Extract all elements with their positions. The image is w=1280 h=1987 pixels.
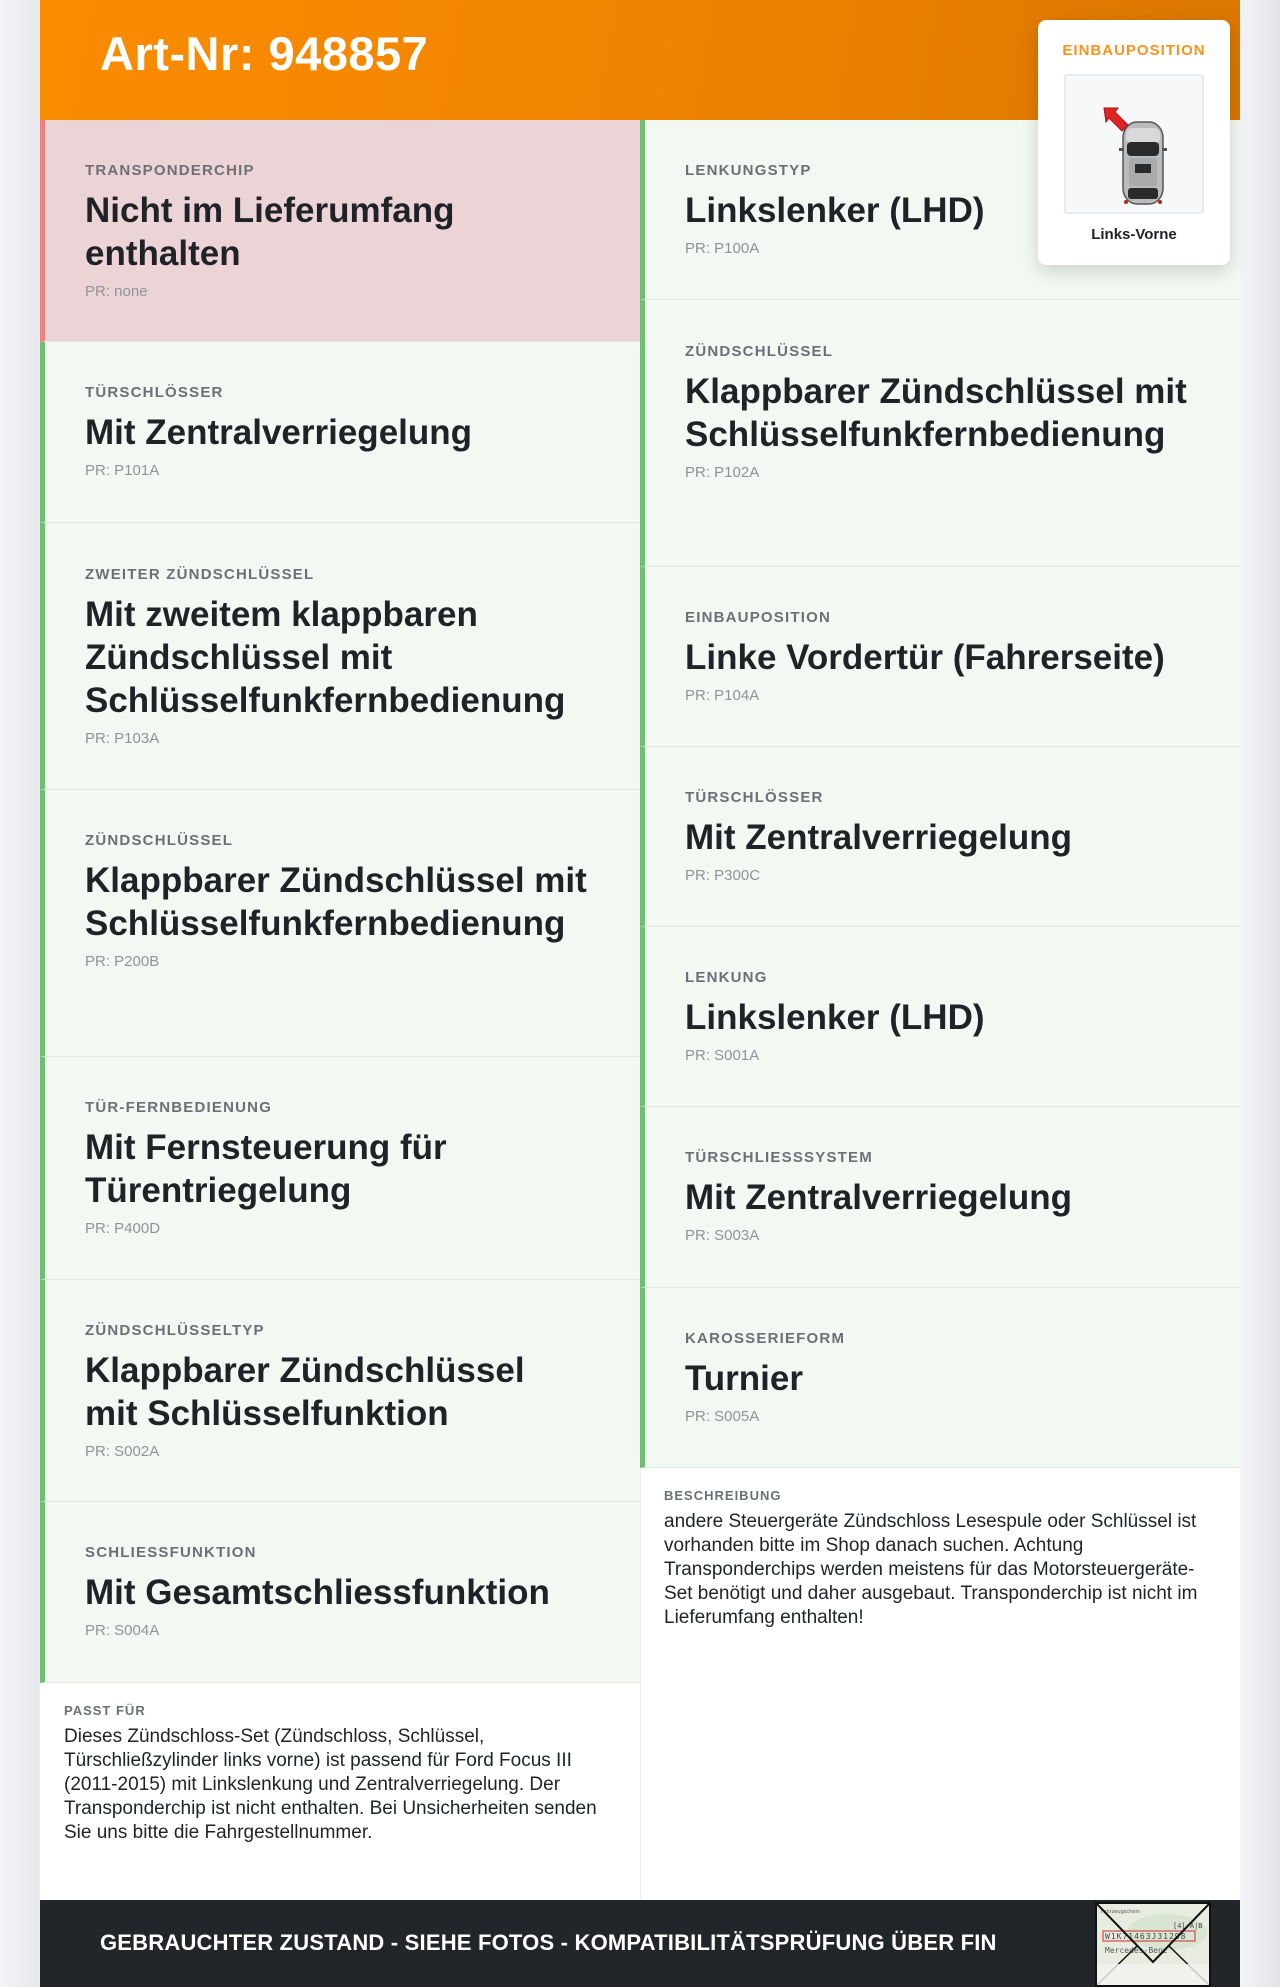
fits-block bbox=[40, 1683, 640, 1900]
article-number: Art-Nr: 948857 bbox=[100, 27, 429, 80]
spec-card-tuerschliesssystem bbox=[640, 1107, 1240, 1288]
vehicle-registration-envelope-icon bbox=[1097, 1904, 1209, 1985]
footer-bar bbox=[40, 1900, 1240, 1987]
fits-text: Dieses Zündschloss-Set (Zündschloss, Schlüssel, Türschließzylinder links vorne) ist passend für Ford Focus III (2011-2015) mit Linkslenkung und Zentralverriegelung. Der Transponderchip ist nicht enthalten. Bei Unsicherheiten senden Sie uns bitte die Fahrgestellnummer. bbox=[64, 1726, 597, 1843]
spec-pr-code: PR: P300C bbox=[685, 867, 761, 884]
spec-label: TRANSPONDERCHIP bbox=[85, 162, 255, 179]
spec-card-tuerschloesser bbox=[40, 342, 640, 523]
spec-pr-code: PR: S003A bbox=[685, 1227, 760, 1244]
spec-pr-code: PR: S001A bbox=[685, 1047, 760, 1064]
red-arrow-icon bbox=[1104, 108, 1128, 131]
spec-pr-code: PR: P102A bbox=[685, 464, 760, 481]
installation-position-label: Links-Vorne bbox=[1091, 226, 1177, 243]
spec-label: SCHLIESSFUNKTION bbox=[85, 1544, 257, 1561]
spec-label: ZÜNDSCHLÜSSEL bbox=[85, 832, 234, 849]
spec-card-zuendschluessel bbox=[40, 790, 640, 1057]
spec-label: TÜRSCHLIESSSYSTEM bbox=[685, 1149, 873, 1166]
spec-card-schliessfunktion bbox=[40, 1502, 640, 1683]
footer-notice: GEBRAUCHTER ZUSTAND - SIEHE FOTOS - KOMPATIBILITÄTSPRÜFUNG ÜBER FIN bbox=[100, 1930, 997, 1955]
column-divider bbox=[640, 1468, 641, 1900]
car-position-image bbox=[1064, 74, 1204, 214]
spec-pr-code: PR: S004A bbox=[85, 1622, 160, 1639]
spec-pr-code: PR: none bbox=[85, 283, 148, 300]
spec-label: TÜR-FERNBEDIENUNG bbox=[85, 1099, 273, 1116]
spec-value: Klappbarer Zündschlüssel mit Schlüsselfunktion bbox=[85, 1351, 525, 1433]
spec-label: TÜRSCHLÖSSER bbox=[85, 384, 224, 401]
spec-label: EINBAUPOSITION bbox=[685, 609, 831, 626]
svg-text:W1K71463J31298: W1K71463J31298 bbox=[1105, 1932, 1187, 1941]
spec-pr-code: PR: P100A bbox=[685, 240, 760, 257]
spec-card-zuendschluesseltyp bbox=[40, 1280, 640, 1502]
installation-position-card bbox=[1038, 20, 1230, 265]
svg-text:Fahrzeugschein: Fahrzeugschein bbox=[1101, 1909, 1140, 1915]
spec-card-zuendschluessel-right bbox=[640, 300, 1240, 567]
spec-label: ZÜNDSCHLÜSSEL bbox=[685, 343, 834, 360]
spec-pr-code: PR: P104A bbox=[685, 687, 760, 704]
spec-value: Linke Vordertür (Fahrerseite) bbox=[685, 638, 1165, 677]
spec-value: Mit zweitem klappbaren Zündschlüssel mit Schlüsselfunkfernbedienung bbox=[85, 595, 566, 720]
description-text: andere Steuergeräte Zündschloss Lesespule oder Schlüssel ist vorhanden bitte im Shop danach suchen. Achtung Transponderchips werden meistens für das Motorsteuergeräte-Set benötigt und daher ausgebaut. Transponderchip ist nicht im Lieferumfang enthalten! bbox=[664, 1511, 1198, 1628]
spec-label: ZÜNDSCHLÜSSELTYP bbox=[85, 1322, 265, 1339]
spec-pr-code: PR: P103A bbox=[85, 730, 160, 747]
spec-card-tuerschloesser-right bbox=[640, 747, 1240, 927]
spec-value: Mit Fernsteuerung für Türentriegelung bbox=[85, 1128, 447, 1210]
installation-position-title: EINBAUPOSITION bbox=[1062, 42, 1206, 59]
svg-text:Mercedes-Benz: Mercedes-Benz bbox=[1105, 1946, 1168, 1955]
spec-value: Mit Zentralverriegelung bbox=[685, 1178, 1073, 1217]
spec-label: LENKUNG bbox=[685, 969, 768, 986]
description-block bbox=[640, 1468, 1240, 1900]
spec-pr-code: PR: S002A bbox=[85, 1443, 160, 1460]
spec-pr-code: PR: S005A bbox=[685, 1408, 760, 1425]
svg-text:[4] A|B: [4] A|B bbox=[1173, 1922, 1203, 1930]
spec-value: Turnier bbox=[685, 1359, 803, 1398]
fits-label: PASST FÜR bbox=[64, 1703, 146, 1718]
spec-card-tuer-fernbedienung bbox=[40, 1057, 640, 1280]
left-spec-column bbox=[40, 120, 640, 1900]
spec-label: TÜRSCHLÖSSER bbox=[685, 789, 824, 806]
spec-label: KAROSSERIEFORM bbox=[685, 1330, 846, 1347]
spec-value: Klappbarer Zündschlüssel mit Schlüsselfunkfernbedienung bbox=[685, 372, 1187, 454]
fin-document-thumbnail bbox=[1095, 1902, 1211, 1987]
spec-value: Klappbarer Zündschlüssel mit Schlüsselfunkfernbedienung bbox=[85, 861, 587, 943]
spec-value: Linkslenker (LHD) bbox=[685, 191, 985, 230]
spec-pr-code: PR: P200B bbox=[85, 953, 160, 970]
spec-pr-code: PR: P101A bbox=[85, 462, 160, 479]
spec-card-karosserieform bbox=[640, 1288, 1240, 1468]
spec-card-transponderchip bbox=[40, 120, 640, 342]
spec-pr-code: PR: P400D bbox=[85, 1220, 161, 1237]
spec-value: Nicht im Lieferumfang enthalten bbox=[85, 191, 455, 273]
car-top-view-icon bbox=[1066, 76, 1206, 216]
spec-card-lenkung bbox=[640, 927, 1240, 1107]
product-sheet bbox=[40, 0, 1240, 1987]
spec-card-zweiter-zuendschluessel bbox=[40, 523, 640, 790]
spec-value: Linkslenker (LHD) bbox=[685, 998, 985, 1037]
spec-value: Mit Zentralverriegelung bbox=[685, 818, 1073, 857]
right-spec-column bbox=[640, 120, 1240, 1900]
spec-label: LENKUNGSTYP bbox=[685, 162, 812, 179]
spec-card-einbauposition bbox=[640, 567, 1240, 747]
description-label: BESCHREIBUNG bbox=[664, 1488, 782, 1503]
spec-value: Mit Gesamtschliessfunktion bbox=[85, 1573, 550, 1612]
spec-label: ZWEITER ZÜNDSCHLÜSSEL bbox=[85, 566, 315, 583]
spec-value: Mit Zentralverriegelung bbox=[85, 413, 473, 452]
